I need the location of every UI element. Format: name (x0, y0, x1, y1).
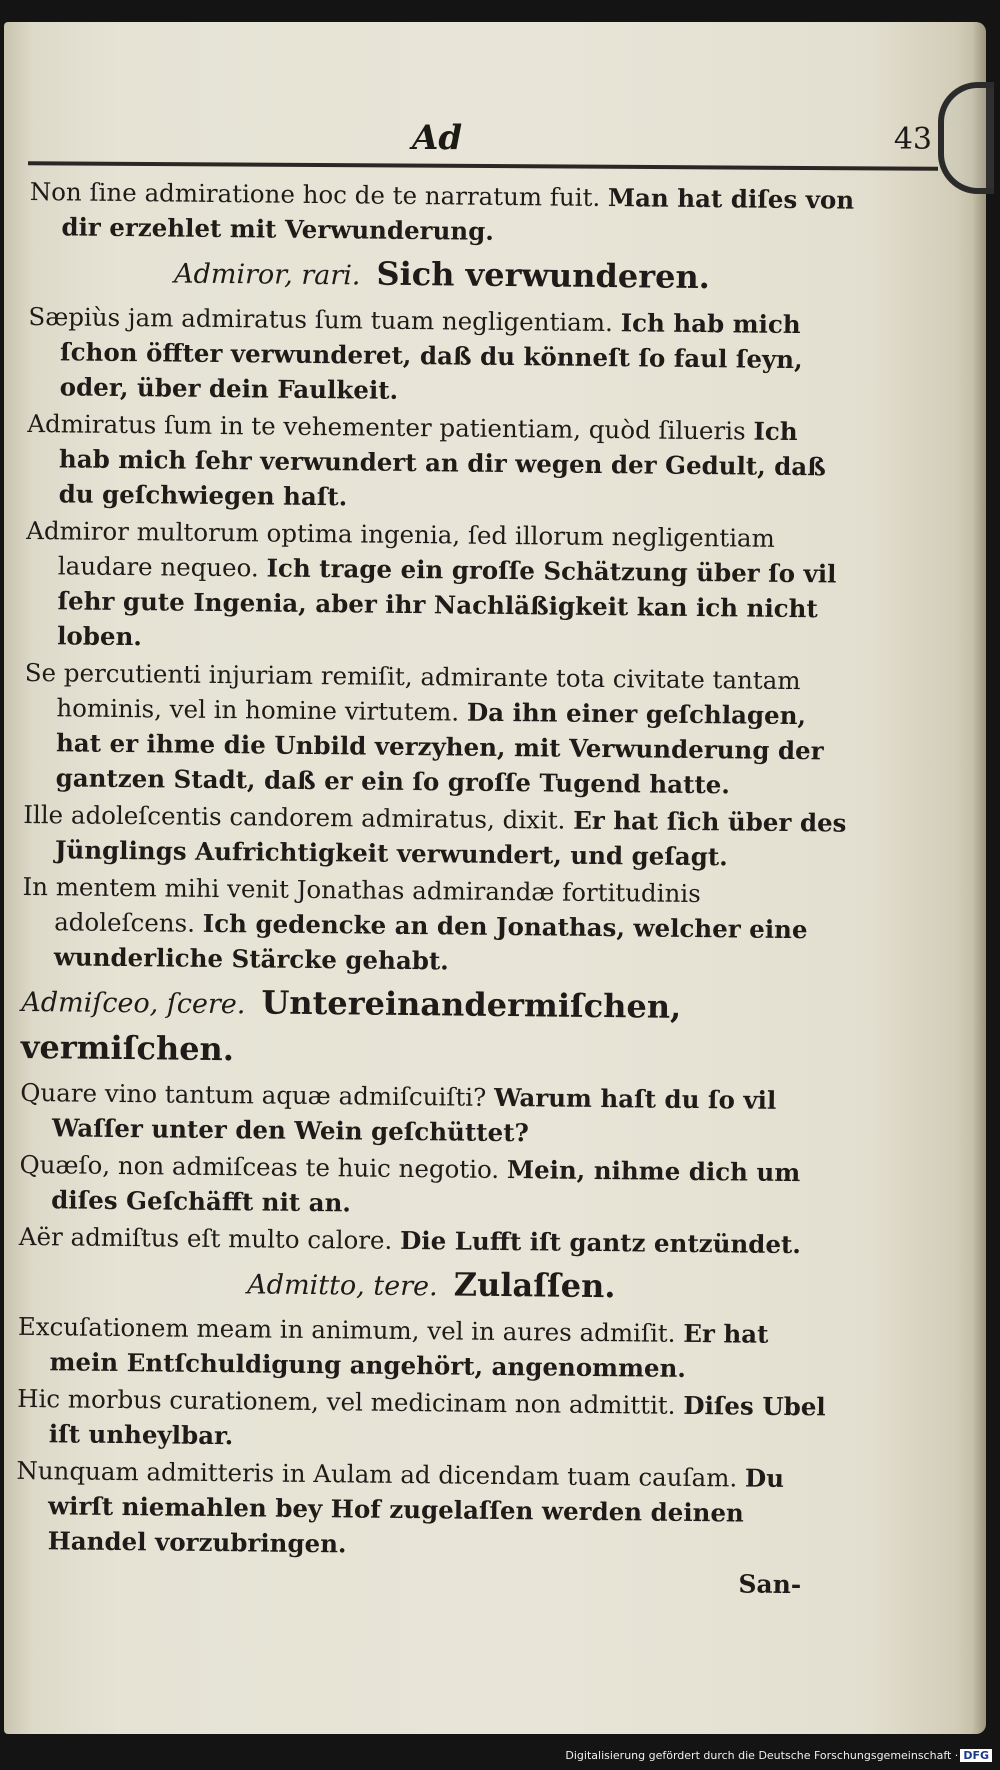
latin-phrase: Hic morbus curationem, vel medicinam non admittit. (17, 1383, 676, 1420)
binder-clip-icon (938, 82, 994, 194)
lemma-german: Zulaſſen. (453, 1265, 616, 1306)
header-rule (28, 161, 938, 171)
entry (26, 406, 853, 520)
german-translation: Die Lufft iſt gantz entzündet. (399, 1225, 801, 1260)
german-translation: Man hat diſes von dir erzehlet mit Verwunderung. (61, 183, 855, 246)
entry (19, 1219, 845, 1263)
german-translation: Ich hab mich ſchon öffter verwunderet, daß du könneſt ſo faul ſeyn, oder, über dein Faulkeit. (59, 308, 803, 405)
german-translation: Mein, nihme dich um diſes Geſchäfft nit an. (51, 1155, 801, 1218)
latin-phrase: In mentem mihi venit Jonathas admirandæ fortitudinis adoleſcens. (22, 871, 701, 938)
latin-phrase: Admiratus ſum in te vehementer patientiam, quòd ſilueris (27, 408, 746, 446)
latin-phrase: Sæpiùs jam admiratus ſum tuam negligentiam. (28, 301, 614, 338)
entry (17, 1381, 844, 1460)
lemma-german: Untereinandermiſchen, vermiſchen. (20, 983, 682, 1069)
entry (19, 1147, 846, 1226)
entry (29, 174, 856, 253)
entry (20, 1075, 847, 1154)
dictionary-text (15, 174, 856, 1600)
latin-phrase: Aër admiſtus eſt multo calore. (18, 1221, 393, 1255)
latin-phrase: Nunquam admitteris in Aulam ad dicendam tuam cauſam. (16, 1455, 738, 1493)
footer-text: Digitalisierung gefördert durch die Deutsche Forschungsgemeinschaft · (565, 1749, 959, 1762)
german-translation: Du wirſt niemahlen bey Hof zugelaſſen werden deinen Handel vorzubringen. (47, 1463, 785, 1559)
latin-phrase: Admiror multorum optima ingenia, ſed illorum negligentiam laudare nequeo. (26, 515, 776, 583)
digitization-footer (565, 1749, 992, 1762)
lemma-latin: Admiror, rari. (173, 258, 361, 292)
german-translation: Ich hab mich ſehr verwundert an dir wegen der Gedult, daß du geſchwiegen haſt. (58, 416, 827, 512)
entry (16, 1453, 843, 1567)
german-translation: Diſes Ubel iſt unheylbar. (48, 1390, 826, 1451)
latin-phrase: Non ſine admiratione hoc de te narratum fuit. (29, 176, 601, 212)
entry (28, 299, 855, 413)
german-translation: Ich gedencke an den Jonathas, welcher eine wunderliche Stärcke gehabt. (53, 908, 808, 976)
latin-phrase: Ille adoleſcentis candorem admiratus, dixit. (23, 799, 566, 835)
entry (23, 655, 850, 804)
german-translation: Warum haſt du ſo vil Waſſer unter den Wein geſchüttet? (51, 1082, 777, 1148)
page-header (28, 112, 938, 172)
running-head: Ad (412, 118, 463, 158)
lemma-heading (21, 978, 848, 1080)
lemma-latin: Admitto, tere. (247, 1269, 438, 1303)
entry (23, 797, 850, 876)
latin-phrase: Se percutienti injuriam remiſit, admirante tota civitate tantam hominis, vel in homine virtutem. (24, 657, 801, 727)
lemma-heading (18, 1258, 844, 1314)
entry (17, 1309, 844, 1388)
dfg-logo: DFG (960, 1749, 992, 1762)
german-translation: Er hat mein Entſchuldigung angehört, angenommen. (49, 1318, 769, 1383)
book-page (4, 22, 986, 1734)
lemma-heading (29, 248, 855, 304)
lemma-latin: Admiſceo, ſcere. (21, 986, 246, 1021)
entry (25, 513, 852, 662)
german-translation: Ich trage ein groſſe Schätzung über ſo vil ſehr gute Ingenia, aber ihr Nachläßigkeit kan ich nicht loben. (57, 553, 837, 652)
entry (22, 869, 849, 983)
page-number: 43 (893, 122, 932, 157)
german-translation: Da ihn einer geſchlagen, hat er ihme die Unbild verzyhen, mit Verwunderung der gantzen Stadt, daß er ein ſo groſſe Tugend hatte. (55, 697, 824, 800)
catchword: San- (738, 1569, 802, 1600)
lemma-german: Sich verwunderen. (376, 254, 711, 297)
latin-phrase: Quare vino tantum aquæ admiſcuiſti? (20, 1077, 487, 1112)
page-edge-shadow (972, 22, 986, 1734)
latin-phrase: Quæſo, non admiſceas te huic negotio. (19, 1149, 500, 1184)
german-translation: Er hat ſich über des Jünglings Aufrichtigkeit verwundert, und geſagt. (54, 805, 847, 872)
latin-phrase: Excuſationem meam in animum, vel in aures admiſit. (17, 1311, 676, 1348)
